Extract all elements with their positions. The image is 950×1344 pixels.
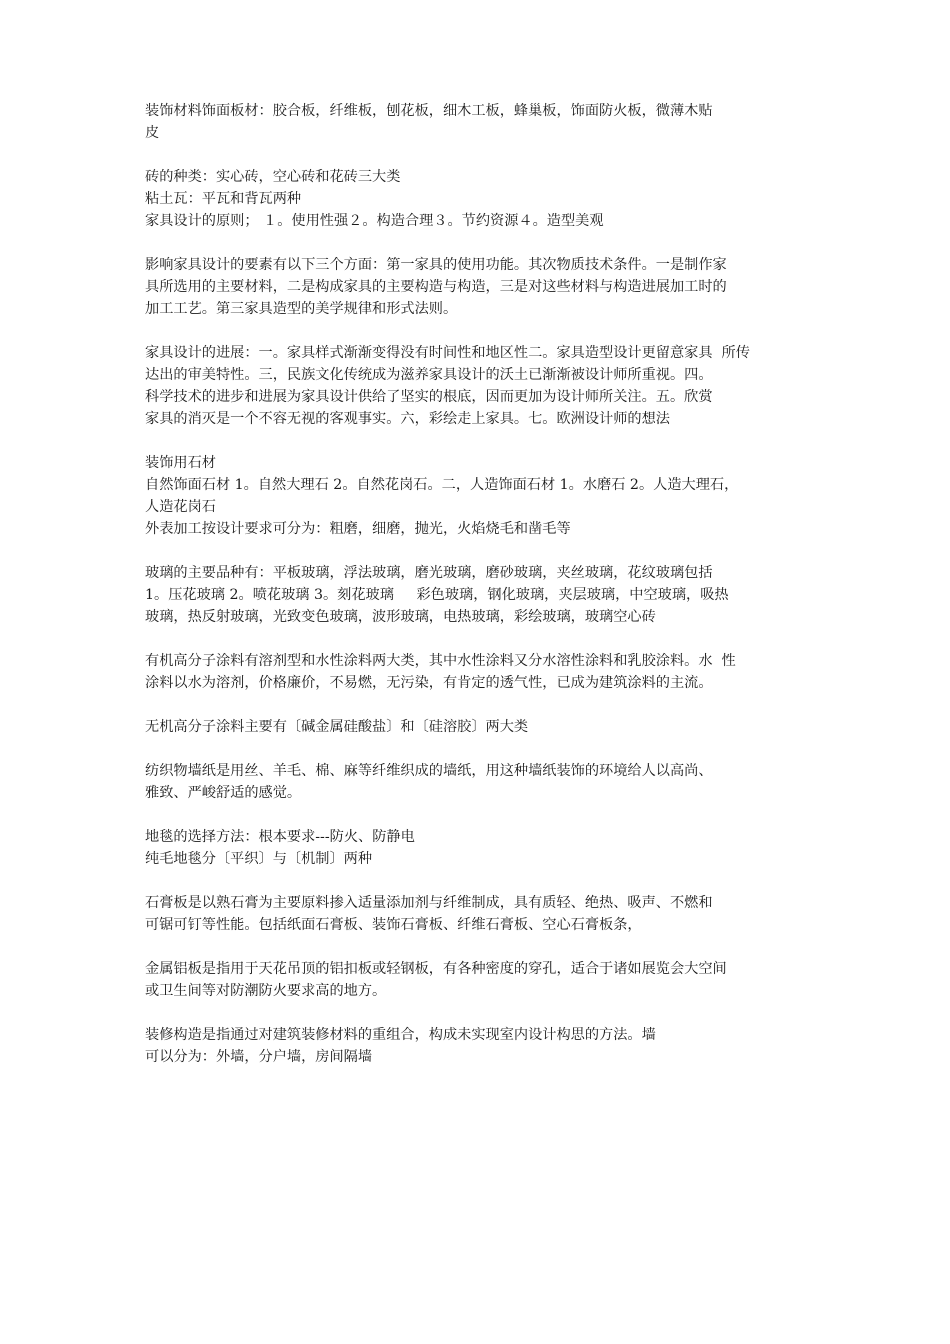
text-line: 家具的消灭是一个不容无视的客观事实。六，彩绘走上家具。七。欧洲设计师的想法 bbox=[145, 411, 670, 427]
text-line: 1。压花玻璃 2。喷花玻璃 3。刻花玻璃 彩色玻璃，钢化玻璃，夹层玻璃，中空玻璃，吸热 bbox=[145, 587, 729, 603]
paragraph-glass-types bbox=[145, 562, 825, 628]
text-line: 石膏板是以熟石膏为主要原料掺入适量添加剂与纤维制成，具有质轻、绝热、吸声、不燃和 bbox=[145, 895, 713, 911]
text-line: 人造花岗石 bbox=[145, 499, 216, 515]
paragraph-decorative-stone bbox=[145, 452, 825, 540]
text-line: 装修构造是指通过对建筑装修材料的重组合，构成未实现室内设计构思的方法。墙 bbox=[145, 1027, 656, 1043]
text-line: 涂料以水为溶剂，价格廉价，不易燃，无污染，有肯定的透气性，已成为建筑涂料的主流。 bbox=[145, 675, 713, 691]
paragraph-furniture-design-progress bbox=[145, 342, 825, 430]
paragraph-decoration-construction bbox=[145, 1024, 825, 1068]
paragraph-organic-coatings bbox=[145, 650, 825, 694]
text-line: 装饰用石材 bbox=[145, 455, 216, 471]
paragraph-metal-aluminum-board bbox=[145, 958, 825, 1002]
text-line: 纯毛地毯分〔平织〕与〔机制〕两种 bbox=[145, 851, 373, 867]
text-line: 家具设计的进展：一。家具样式渐渐变得没有时间性和地区性二。家具造型设计更留意家具 所传 bbox=[145, 345, 750, 361]
text-line: 科学技术的进步和进展为家具设计供给了坚实的根底，因而更加为设计师所关注。五。欣赏 bbox=[145, 389, 713, 405]
text-line: 砖的种类：实心砖，空心砖和花砖三大类 bbox=[145, 169, 401, 185]
text-line: 玻璃，热反射玻璃，光致变色玻璃，波形玻璃，电热玻璃，彩绘玻璃，玻璃空心砖 bbox=[145, 609, 656, 625]
text-line: 可锯可钉等性能。包括纸面石膏板、装饰石膏板、纤维石膏板、空心石膏板条， bbox=[145, 917, 642, 933]
paragraph-carpet bbox=[145, 826, 825, 870]
text-line: 纺织物墙纸是用丝、羊毛、棉、麻等纤维织成的墙纸，用这种墙纸装饰的环境给人以高尚、 bbox=[145, 763, 713, 779]
paragraph-inorganic-coatings bbox=[145, 716, 825, 738]
text-line: 地毯的选择方法：根本要求---防火、防静电 bbox=[145, 829, 415, 845]
text-line: 家具设计的原则； １。使用性强２。构造合理３。节约资源４。造型美观 bbox=[145, 213, 604, 229]
text-line: 具所选用的主要材料，二是构成家具的主要构造与构造，三是对这些材料与构造进展加工时的 bbox=[145, 279, 727, 295]
text-line: 外表加工按设计要求可分为：粗磨，细磨，抛光，火焰烧毛和凿毛等 bbox=[145, 521, 571, 537]
text-line: 自然饰面石材 1。自然大理石 2。自然花岗石。二，人造饰面石材 1。水磨石 2。人造大理石， bbox=[145, 477, 739, 493]
paragraph-bricks-tiles-furniture-principles bbox=[145, 166, 825, 232]
text-line: 金属铝板是指用于天花吊顶的铝扣板或轻钢板，有各种密度的穿孔，适合于诸如展览会大空间 bbox=[145, 961, 727, 977]
text-line: 有机高分子涂料有溶剂型和水性涂料两大类，其中水性涂料又分水溶性涂料和乳胶涂料。水 性 bbox=[145, 653, 736, 669]
text-line: 加工工艺。第三家具造型的美学规律和形式法则。 bbox=[145, 301, 458, 317]
text-line: 可以分为：外墙，分户墙，房间隔墙 bbox=[145, 1049, 373, 1065]
document-body bbox=[145, 100, 825, 1068]
text-line: 达出的审美特性。三，民族文化传统成为滋养家具设计的沃土已渐渐被设计师所重视。四。 bbox=[145, 367, 713, 383]
paragraph-textile-wallpaper bbox=[145, 760, 825, 804]
text-line: 无机高分子涂料主要有〔碱金属硅酸盐〕和〔硅溶胶〕两大类 bbox=[145, 719, 529, 735]
text-line: 皮 bbox=[145, 125, 160, 141]
text-line: 粘土瓦：平瓦和背瓦两种 bbox=[145, 191, 302, 207]
text-line: 或卫生间等对防潮防火要求高的地方。 bbox=[145, 983, 387, 999]
text-line: 装饰材料饰面板材：胶合板，纤维板，刨花板，细木工板，蜂巢板，饰面防火板，微薄木贴 bbox=[145, 103, 713, 119]
paragraph-furniture-design-factors bbox=[145, 254, 825, 320]
text-line: 雅致、严峻舒适的感觉。 bbox=[145, 785, 302, 801]
paragraph-gypsum-board bbox=[145, 892, 825, 936]
text-line: 玻璃的主要品种有：平板玻璃，浮法玻璃，磨光玻璃，磨砂玻璃，夹丝玻璃，花纹玻璃包括 bbox=[145, 565, 713, 581]
text-line: 影响家具设计的要素有以下三个方面：第一家具的使用功能。其次物质技术条件。一是制作家 bbox=[145, 257, 727, 273]
paragraph-decorative-panels bbox=[145, 100, 825, 144]
